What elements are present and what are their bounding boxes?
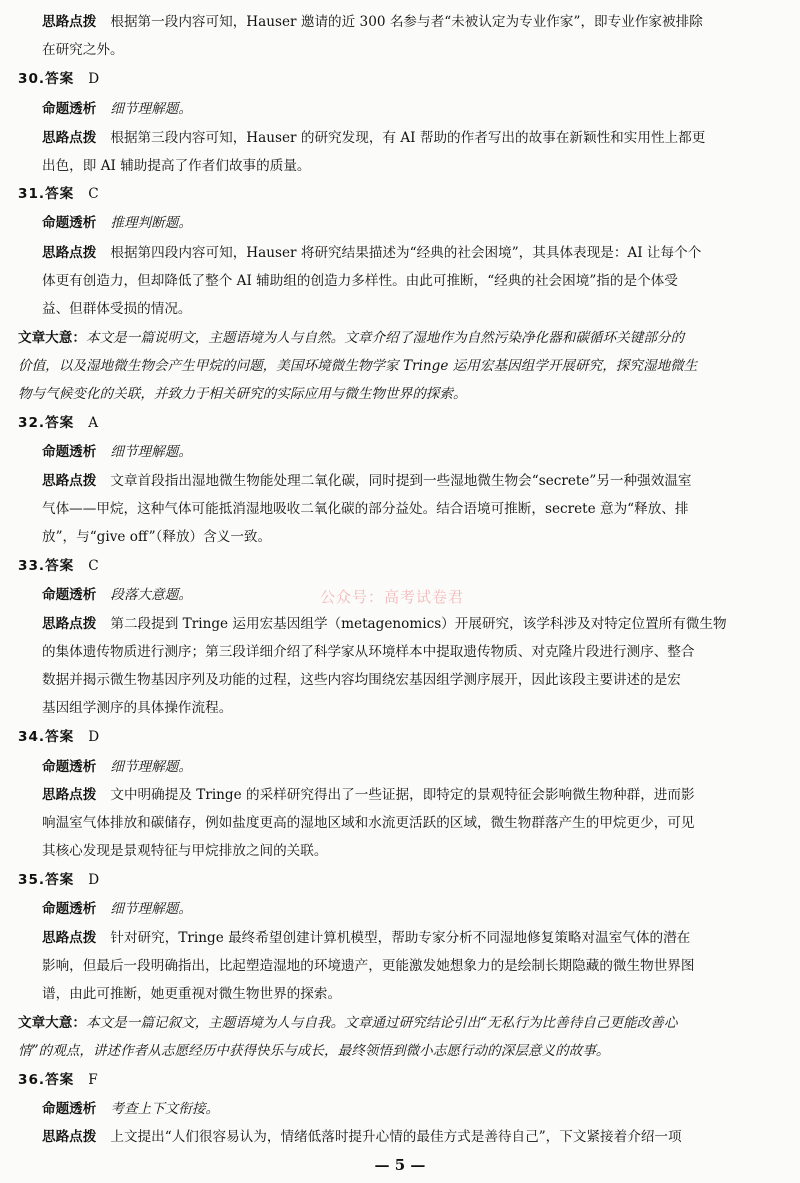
- q30-hint-line: [42, 156, 784, 176]
- summary-text: 本文是一篇记叙文，主题语境为人与自我。文章通过研究结论引出“无私行为比善待自己更能改善心: [85, 1015, 678, 1031]
- q33-answer-row: [18, 556, 784, 576]
- q29-hint-text: 根据第一段内容可知，Hauser 邀请的近 300 名参与者“未被认定为专业作家”，即专业作家被排除: [110, 14, 703, 30]
- hint-text: 放”，与“give off”（释放）含义一致。: [42, 529, 272, 545]
- answer-value: D: [88, 729, 100, 745]
- hint-label: 思路点拨: [42, 245, 97, 261]
- q32-analysis-row: [42, 442, 784, 462]
- q32-hint-line: [42, 499, 784, 519]
- analysis-text: 细节理解题。: [110, 101, 192, 117]
- hint-text: 响温室气体排放和碳储存，例如盐度更高的湿地区域和水流更活跃的区域，微生物群落产生的甲烷更少，可见: [42, 815, 695, 831]
- hint-text: 第二段提到 Tringe 运用宏基因组学（metagenomics）开展研究，该学科涉及对特定位置所有微生物: [110, 616, 727, 632]
- hint-text: 益、但群体受损的情况。: [42, 301, 192, 317]
- summary-line: [18, 1041, 784, 1061]
- answer-label: 答案: [45, 71, 75, 87]
- analysis-label: 命题透析: [42, 759, 97, 775]
- q36-analysis-row: [42, 1099, 784, 1119]
- q34-hint-line: [42, 785, 784, 805]
- hint-text: 体更有创造力，但却降低了整个 AI 辅助组的创造力多样性。由此可推断，“经典的社会困境”指的是个体受: [42, 273, 678, 289]
- question-number: 33.: [18, 558, 46, 574]
- analysis-label: 命题透析: [42, 1101, 97, 1117]
- question-number: 30.: [18, 71, 46, 87]
- q29-hint-text: 在研究之外。: [42, 42, 124, 58]
- hint-text: 针对研究，Tringe 最终希望创建计算机模型，帮助专家分析不同湿地修复策略对温室气体的潜在: [110, 930, 691, 946]
- analysis-text: 推理判断题。: [110, 215, 192, 231]
- hint-text: 根据第四段内容可知，Hauser 将研究结果描述为“经典的社会困境”，其具体表现是：AI 让每个个: [110, 245, 702, 261]
- q34-answer-row: [18, 727, 784, 747]
- q33-hint-line: [42, 642, 784, 662]
- q29-hint-line: [42, 40, 784, 60]
- hint-label: 思路点拨: [42, 14, 97, 30]
- q31-hint-line: [42, 299, 784, 319]
- summary-label: 文章大意：: [18, 1015, 86, 1031]
- question-number: 34.: [18, 729, 46, 745]
- analysis-label: 命题透析: [42, 901, 97, 917]
- hint-label: 思路点拨: [42, 473, 97, 489]
- q34-hint-line: [42, 813, 784, 833]
- q31-hint-line: [42, 271, 784, 291]
- hint-text: 的集体遗传物质进行测序；第三段详细介绍了科学家从环境样本中提取遗传物质、对克隆片段进行测序、整合: [42, 644, 695, 660]
- hint-label: 思路点拨: [42, 616, 97, 632]
- summary-line: [18, 384, 784, 404]
- answer-value: C: [88, 186, 99, 202]
- analysis-text: 考查上下文衔接。: [110, 1101, 220, 1117]
- analysis-text: 细节理解题。: [110, 444, 192, 460]
- q35-hint-line: [42, 956, 784, 976]
- q32-hint-line: [42, 527, 784, 547]
- answer-label: 答案: [45, 558, 75, 574]
- q33-hint-line: [42, 614, 784, 634]
- hint-text: 谱，由此可推断，她更重视对微生物世界的探索。: [42, 986, 342, 1002]
- q33-hint-line: [42, 698, 784, 718]
- q30-analysis-row: [42, 99, 784, 119]
- hint-text: 文中明确提及 Tringe 的采样研究得出了一些证据，即特定的景观特征会影响微生物种群，进而影: [110, 787, 695, 803]
- analysis-text: 段落大意题。: [110, 587, 192, 603]
- answer-value: D: [88, 872, 100, 888]
- answer-label: 答案: [45, 1072, 75, 1088]
- hint-label: 思路点拨: [42, 787, 97, 803]
- question-number: 36.: [18, 1072, 46, 1088]
- analysis-label: 命题透析: [42, 444, 97, 460]
- answer-value: F: [88, 1072, 98, 1088]
- summary-text: 情”的观点，讲述作者从志愿经历中获得快乐与成长，最终领悟到微小志愿行动的深层意义的故事。: [18, 1043, 610, 1059]
- answer-label: 答案: [45, 415, 75, 431]
- summary-line: [18, 356, 784, 376]
- hint-text: 文章首段指出湿地微生物能处理二氧化碳，同时提到一些湿地微生物会“secrete”另一种强效温室: [110, 473, 692, 489]
- q32-answer-row: [18, 413, 784, 433]
- summary-label: 文章大意：: [18, 330, 86, 346]
- q30-answer-row: [18, 69, 784, 89]
- hint-text: 数据并揭示微生物基因序列及功能的过程，这些内容均围绕宏基因组学测序展开，因此该段主要讲述的是宏: [42, 672, 681, 688]
- q35-analysis-row: [42, 899, 784, 919]
- q31-hint-line: [42, 243, 784, 263]
- answer-value: D: [88, 71, 100, 87]
- answer-label: 答案: [45, 186, 75, 202]
- q31-analysis-row: [42, 213, 784, 233]
- analysis-label: 命题透析: [42, 215, 97, 231]
- hint-text: 气体——甲烷，这种气体可能抵消湿地吸收二氧化碳的部分益处。结合语境可推断，secrete 意为“释放、排: [42, 501, 689, 517]
- q30-hint-line: [42, 128, 784, 148]
- q32-hint-line: [42, 471, 784, 491]
- summary-text: 价值，以及湿地微生物会产生甲烷的问题，美国环境微生物学家 Tringe 运用宏基因组学开展研究，探究湿地微生: [18, 358, 698, 374]
- summary-line: [18, 328, 784, 348]
- summary-text: 物与气候变化的关联，并致力于相关研究的实际应用与微生物世界的探索。: [18, 386, 467, 402]
- analysis-label: 命题透析: [42, 587, 97, 603]
- q35-hint-line: [42, 984, 784, 1004]
- q36-hint-line: [42, 1127, 784, 1147]
- q31-answer-row: [18, 184, 784, 204]
- hint-label: 思路点拨: [42, 1129, 97, 1145]
- summary-text: 本文是一篇说明文，主题语境为人与自然。文章介绍了湿地作为自然污染净化器和碳循环关键部分的: [85, 330, 685, 346]
- hint-label: 思路点拨: [42, 130, 97, 146]
- summary-line: [18, 1013, 784, 1033]
- q34-analysis-row: [42, 757, 784, 777]
- hint-text: 其核心发现是景观特征与甲烷排放之间的关联。: [42, 843, 328, 859]
- hint-label: 思路点拨: [42, 930, 97, 946]
- answer-value: C: [88, 558, 99, 574]
- q35-answer-row: [18, 870, 784, 890]
- hint-text: 上文提出“人们很容易认为，情绪低落时提升心情的最佳方式是善待自己”，下文紧接着介绍一项: [110, 1129, 682, 1145]
- hint-text: 根据第三段内容可知，Hauser 的研究发现，有 AI 帮助的作者写出的故事在新颖性和实用性上都更: [110, 130, 706, 146]
- hint-text: 基因组学测序的具体操作流程。: [42, 700, 233, 716]
- question-number: 32.: [18, 415, 46, 431]
- answer-label: 答案: [45, 729, 75, 745]
- answer-value: A: [88, 415, 99, 431]
- q36-answer-row: [18, 1070, 784, 1090]
- question-number: 35.: [18, 872, 46, 888]
- watermark: 公众号：高考试卷君: [320, 588, 465, 606]
- q35-hint-line: [42, 928, 784, 948]
- page-number: — 5 —: [374, 1156, 426, 1174]
- hint-text: 出色，即 AI 辅助提高了作者们故事的质量。: [42, 158, 311, 174]
- hint-text: 影响，但最后一段明确指出，比起塑造湿地的环境遗产，更能激发她想象力的是绘制长期隐藏的微生物世界图: [42, 958, 695, 974]
- analysis-label: 命题透析: [42, 101, 97, 117]
- analysis-text: 细节理解题。: [110, 901, 192, 917]
- answer-label: 答案: [45, 872, 75, 888]
- q34-hint-line: [42, 841, 784, 861]
- analysis-text: 细节理解题。: [110, 759, 192, 775]
- question-number: 31.: [18, 186, 46, 202]
- q29-hint-line: [42, 12, 784, 32]
- q33-hint-line: [42, 670, 784, 690]
